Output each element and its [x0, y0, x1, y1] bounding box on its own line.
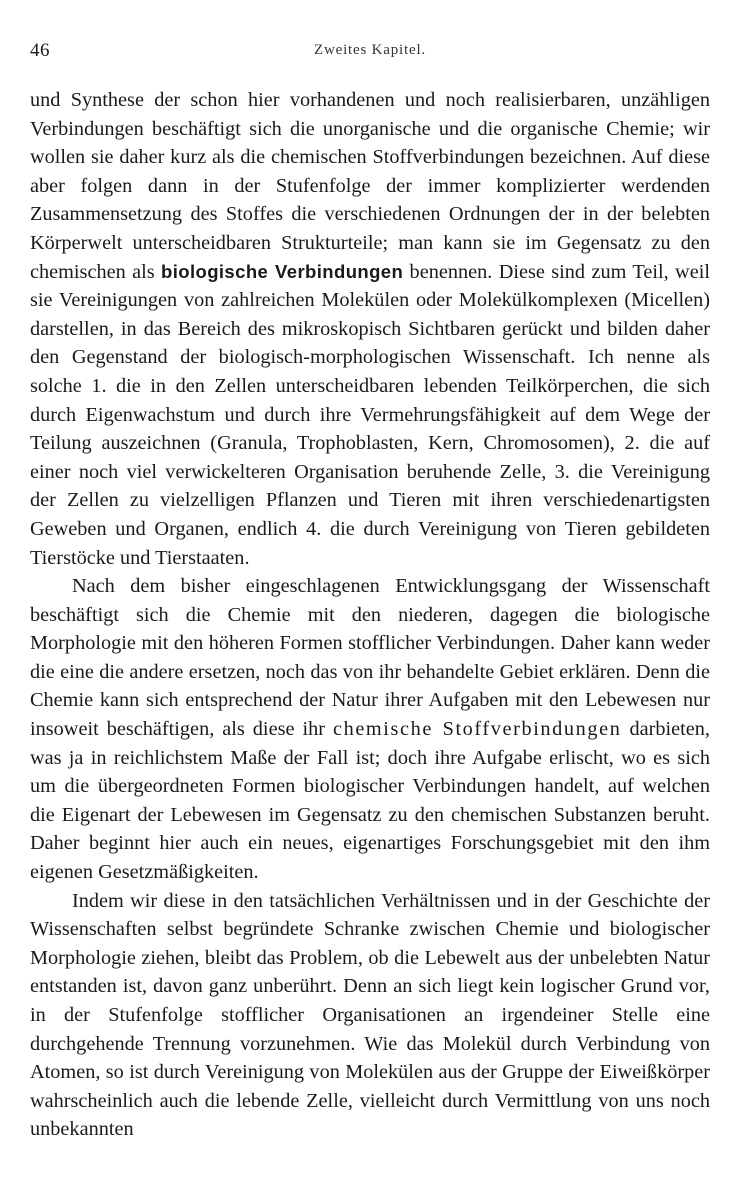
- running-title: Zweites Kapitel.: [314, 42, 426, 58]
- body-text: [30, 86, 710, 1144]
- text-run: benennen. Diese sind zum Teil, weil sie Vereinigungen von zahlreichen Molekülen oder Molekülkomplexen (Micellen) darstellen, in das Bereich des mikroskopisch Sichtbaren gerückt und bilden daher den Gegenstand der biologisch-morphologischen Wissenschaft. Ich nenne als solche 1. die in den Zellen unterscheidbaren lebenden Teilkörperchen, die sich durch Eigenwachstum und durch ihre Vermehrungsfähigkeit auf dem Wege der Teilung auszeichnen (Granula, Trophoblasten, Kern, Chromosomen), 2. die auf einer noch viel verwickelteren Organisation beruhende Zelle, 3. die Vereinigung der Zellen zu vielzelligen Pflanzen und Tieren mit ihren verschiedenartigsten Geweben und Organen, endlich 4. die durch Vereinigung von Tieren gebildeten Tierstöcke und Tierstaaten.: [30, 260, 710, 569]
- emphasized-term: chemische Stoffverbindungen: [332, 718, 622, 741]
- text-run: Nach dem bisher eingeschlagenen Entwicklungsgang der Wissenschaft beschäftigt sich die Chemie mit den niederen, dagegen die biologische Morphologie mit den höheren Formen stofflicher Verbindungen. Daher kann weder die eine die andere ersetzen, noch das von ihr behandelte Gebiet erklären. Denn die Chemie kann sich entsprechend der Natur ihrer Aufgaben mit den Lebewesen nur insoweit beschäftigen, als diese ihr: [30, 575, 710, 741]
- paragraph: [30, 887, 710, 1144]
- page-header: [30, 40, 710, 64]
- text-run: darbieten, was ja in reichlichstem Maße der Fall ist; doch ihre Aufgabe erlischt, wo es sich um die übergeordneten Formen biologischer Verbindungen handelt, auf welchen die Eigenart der Lebewesen im Gegensatz zu den chemischen Substanzen beruht. Daher beginnt hier auch ein neues, eigenartiges Forschungsgebiet mit den ihm eigenen Gesetzmäßigkeiten.: [30, 718, 710, 884]
- page-number: 46: [30, 40, 50, 61]
- emphasized-term: biologische Verbindungen: [161, 260, 404, 282]
- text-run: Indem wir diese in den tatsächlichen Verhältnissen und in der Geschichte der Wissenschaften selbst begründete Schranke zwischen Chemie und biologischer Morphologie ziehen, bleibt das Problem, ob die Lebewelt aus der unbelebten Natur entstanden ist, davon ganz unberührt. Denn an sich liegt kein logischer Grund vor, in der Stufenfolge stofflicher Organisationen an irgendeiner Stelle eine durchgehende Trennung vorzunehmen. Wie das Molekül durch Verbindung von Atomen, so ist durch Vereinigung von Molekülen aus der Gruppe der Eiweißkörper wahrscheinlich auch die lebende Zelle, vielleicht durch Vermittlung von uns noch unbekannten: [30, 889, 710, 1141]
- paragraph: [30, 572, 710, 887]
- text-run: und Synthese der schon hier vorhandenen und noch realisierbaren, unzähligen Verbindungen beschäftigt sich die unorganische und die organische Chemie; wir wollen sie daher kurz als die chemischen Stoffverbindungen bezeichnen. Auf diese aber folgen dann in der Stufenfolge der immer komplizierter werdenden Zusammensetzung des Stoffes die verschiedenen Ordnungen der in der belebten Körperwelt unterscheidbaren Strukturteile; man kann sie im Gegensatz zu den chemischen als: [30, 89, 710, 283]
- paragraph: [30, 86, 710, 572]
